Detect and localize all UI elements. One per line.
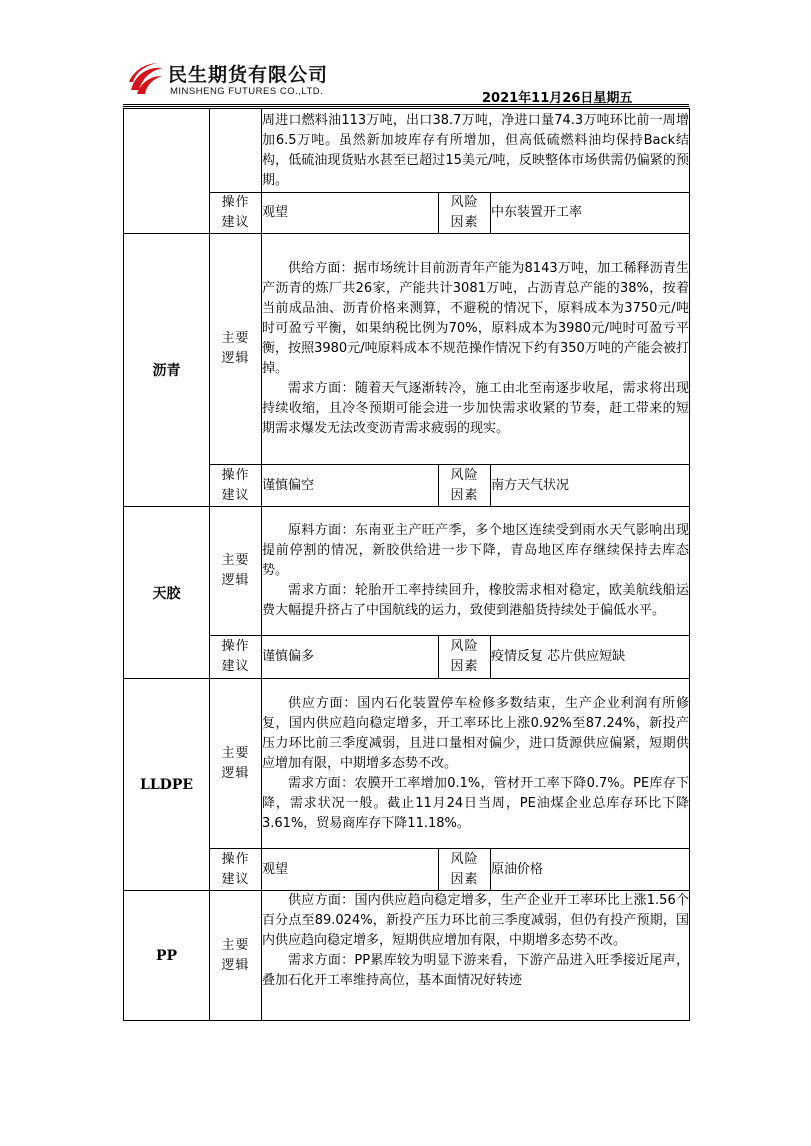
company-name-cn: 民生期货有限公司 [168, 64, 329, 86]
company-name-en: MINSHENG FUTURES CO.,LTD. [170, 86, 324, 97]
op-label: 操作 建议 [210, 636, 262, 679]
table-row [124, 109, 690, 193]
risk-value: 中东装置开工率 [491, 193, 690, 234]
logic-label: 主要 逻辑 [210, 679, 262, 849]
risk-label: 风险 因素 [439, 193, 491, 234]
op-value: 观望 [262, 849, 439, 891]
op-label: 操作 建议 [210, 465, 262, 507]
logic-text: 供应方面：国内石化装置停车检修多数结束，生产企业利润有所修复，国内供应趋向稳定增多，开工率环比上涨0.92%至87.24%，新投产压力环比前三季度减弱，且进口量相对偏少，进口货源供应偏紧，短期供应增加有限，中期增多态势不改。 需求方面：农膜开工率增加0.1%，管材开工率下降0.7%。PE库存下降，需求状况一般。截止11月24日当周，PE油煤企业总库存环比下降3.61%，贸易商库存下降11.18%。 [262, 679, 690, 849]
category-cell: 天胶 [124, 507, 210, 679]
op-value: 谨慎偏多 [262, 636, 439, 679]
header-rule-bottom [123, 106, 689, 107]
company-logo [127, 58, 367, 104]
logic-label [210, 109, 262, 193]
risk-label: 风险 因素 [439, 636, 491, 679]
table-row [124, 507, 690, 636]
table-row [124, 679, 690, 849]
logic-text: 原料方面：东南亚主产旺产季，多个地区连续受到雨水天气影响出现提前停割的情况，新胶供给进一步下降，青岛地区库存继续保持去库态势。 需求方面：轮胎开工率持续回升，橡胶需求相对稳定，欧美航线船运费大幅提升挤占了中国航线的运力，致使到港船货持续处于偏低水平。 [262, 507, 690, 636]
table-row [124, 234, 690, 465]
op-value: 观望 [262, 193, 439, 234]
risk-value: 疫情反复 芯片供应短缺 [491, 636, 690, 679]
op-value: 谨慎偏空 [262, 465, 439, 507]
category-cell: 沥青 [124, 234, 210, 507]
category-cell [124, 109, 210, 234]
logic-label: 主要 逻辑 [210, 234, 262, 465]
minsheng-logo-icon [127, 60, 165, 100]
logic-text: 供应方面：国内供应趋向稳定增多，生产企业开工率环比上涨1.56个百分点至89.024%，新投产压力环比前三季度减弱，但仍有投产预期，国内供应趋向稳定增多，短期供应增加有限，中期增多态势不改。 需求方面：PP累库较为明显下游来看，下游产品进入旺季接近尾声，叠加石化开工率维持高位，基本面情况好转迹 [262, 891, 690, 1021]
report-date: 2021年11月26日星期五 [482, 91, 633, 106]
commodity-table [123, 108, 690, 1021]
logic-label: 主要 逻辑 [210, 507, 262, 636]
category-cell: PP [124, 891, 210, 1021]
risk-label: 风险 因素 [439, 465, 491, 507]
op-label: 操作 建议 [210, 849, 262, 891]
risk-label: 风险 因素 [439, 849, 491, 891]
risk-value: 南方天气状况 [491, 465, 690, 507]
logic-label: 主要 逻辑 [210, 891, 262, 1021]
logic-text: 供给方面：据市场统计目前沥青年产能为8143万吨，加工稀释沥青生产沥青的炼厂共26家，产能共计3081万吨，占沥青总产能的38%，按着当前成品油、沥青价格来测算，不避税的情况下，原料成本为3750元/吨时可盈亏平衡，如果纳税比例为70%，原料成本为3980元/吨时可盈亏平衡，按照3980元/吨原料成本不规范操作情况下约有350万吨的产能会被打掉。 需求方面：随着天气逐渐转冷，施工由北至南逐步收尾，需求将出现持续收缩，且冷冬预期可能会进一步加快需求收紧的节奏，赶工带来的短期需求爆发无法改变沥青需求疲弱的现实。 [262, 234, 690, 465]
risk-value: 原油价格 [491, 849, 690, 891]
logic-text: 周进口燃料油113万吨，出口38.7万吨，净进口量74.3万吨环比前一周增加6.5万吨。虽然新加坡库存有所增加，但高低硫燃料油均保持Back结构，低硫油现货贴水甚至已超过15美元/吨，反映整体市场供需仍偏紧的预期。 [262, 109, 690, 193]
op-label: 操作 建议 [210, 193, 262, 234]
header-rule-top [123, 104, 689, 105]
table-row [124, 891, 690, 1021]
category-cell: LLDPE [124, 679, 210, 891]
